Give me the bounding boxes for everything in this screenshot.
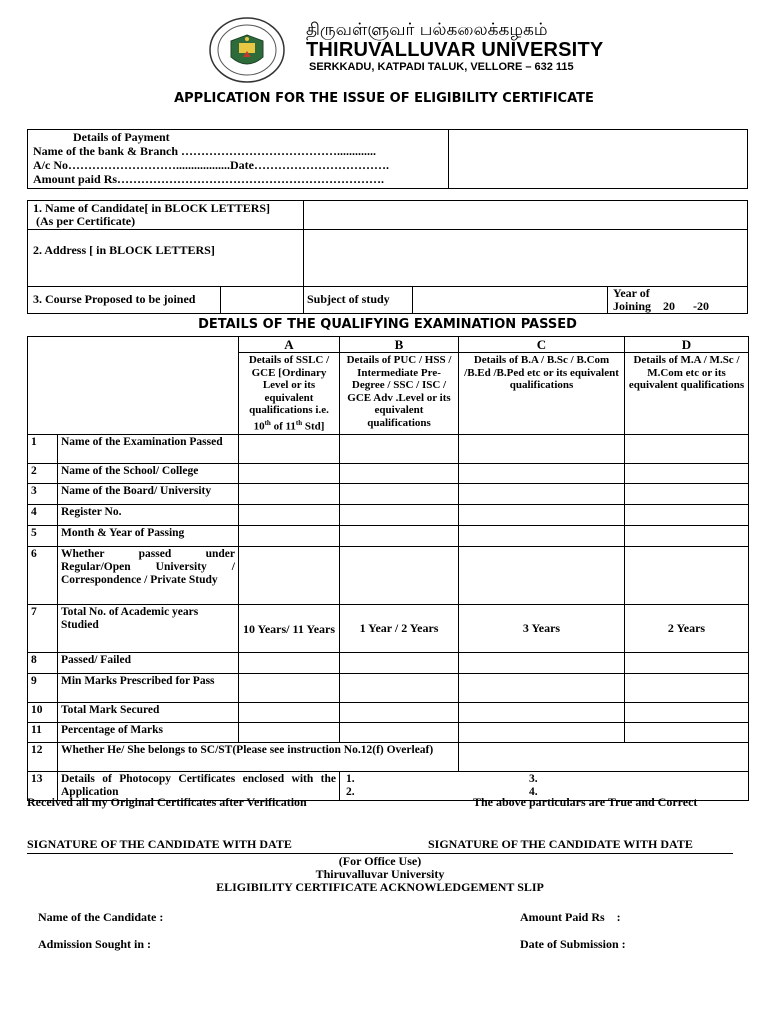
payment-heading: Details of Payment bbox=[73, 130, 170, 144]
row-label: Details of Photocopy Certificates enclosed with the Application bbox=[58, 772, 340, 801]
cell-d[interactable] bbox=[625, 674, 749, 703]
table-row bbox=[28, 526, 749, 547]
row-label: Percentage of Marks bbox=[58, 723, 239, 743]
cell-d-years: 2 Years bbox=[625, 605, 749, 653]
enclosure-3: 3. bbox=[529, 773, 538, 786]
column-a-letter: A bbox=[239, 337, 340, 353]
row-number: 11 bbox=[28, 723, 58, 743]
table-row bbox=[28, 505, 749, 526]
cell-a[interactable] bbox=[239, 435, 340, 464]
subject-label: Subject of study bbox=[307, 292, 390, 306]
cell-b-years: 1 Year / 2 Years bbox=[340, 605, 459, 653]
cell-d[interactable] bbox=[625, 484, 749, 505]
cell-b[interactable] bbox=[340, 547, 459, 605]
received-certificates-text: Received all my Original Certificates after Verification bbox=[27, 795, 307, 809]
row-label: Whether He/ She belongs to SC/ST(Please see instruction No.12(f) Overleaf) bbox=[58, 743, 459, 772]
cell-a[interactable] bbox=[239, 653, 340, 674]
year-of-joining-label: Year of bbox=[613, 286, 650, 300]
row-number: 3 bbox=[28, 484, 58, 505]
candidate-name-label: 1. Name of Candidate[ in BLOCK LETTERS] bbox=[33, 201, 271, 215]
column-a-description: Details of SSLC / GCE [Ordinary Level or its equivalent qualifications i.e. 10th of 11th Std] bbox=[239, 353, 340, 435]
course-label: 3. Course Proposed to be joined bbox=[33, 292, 196, 306]
row-label: Name of the Examination Passed bbox=[58, 435, 239, 464]
row-label: Passed/ Failed bbox=[58, 653, 239, 674]
row-number: 12 bbox=[28, 743, 58, 772]
cell-a[interactable] bbox=[239, 547, 340, 605]
table-row bbox=[28, 484, 749, 505]
cell-b[interactable] bbox=[340, 674, 459, 703]
enclosure-2: 2. bbox=[346, 786, 355, 799]
form-title: APPLICATION FOR THE ISSUE OF ELIGIBILITY CERTIFICATE bbox=[174, 91, 594, 106]
cell-c[interactable] bbox=[459, 464, 625, 484]
cell-c[interactable] bbox=[459, 435, 625, 464]
row-number: 10 bbox=[28, 703, 58, 723]
table-row bbox=[28, 605, 749, 653]
candidate-name-field[interactable] bbox=[304, 201, 747, 229]
column-c-description: Details of B.A / B.Sc / B.Com /B.Ed /B.Ped etc or its equivalent qualifications bbox=[459, 353, 625, 435]
address-field[interactable] bbox=[304, 230, 747, 286]
row-label: Month & Year of Passing bbox=[58, 526, 239, 547]
bank-branch-field[interactable]: Name of the bank & Branch …………………………………............. bbox=[33, 144, 377, 158]
cell-d[interactable] bbox=[625, 526, 749, 547]
cell-b[interactable] bbox=[340, 505, 459, 526]
university-logo bbox=[209, 17, 285, 83]
row-number: 4 bbox=[28, 505, 58, 526]
row-label: Whether passed under Regular/Open University / Correspondence / Private Study bbox=[58, 547, 239, 605]
cell-c[interactable] bbox=[459, 723, 625, 743]
slip-amount-label: Amount Paid Rs : bbox=[520, 910, 621, 924]
cell-d[interactable] bbox=[625, 547, 749, 605]
subject-field[interactable] bbox=[413, 287, 607, 313]
row-number: 5 bbox=[28, 526, 58, 547]
slip-university: Thiruvalluvar University bbox=[315, 867, 445, 881]
qualifying-table bbox=[27, 336, 749, 801]
cell-c[interactable] bbox=[459, 674, 625, 703]
row-label: Total No. of Academic years Studied bbox=[58, 605, 239, 653]
slip-admission-label: Admission Sought in : bbox=[38, 937, 152, 951]
table-row bbox=[28, 743, 749, 772]
year-of-joining-field[interactable]: Joining 20 -20 bbox=[613, 299, 710, 313]
row-number: 13 bbox=[28, 772, 58, 801]
row-number: 2 bbox=[28, 464, 58, 484]
university-name-tamil: திருவள்ளுவர் பல்கலைக்கழகம் bbox=[306, 20, 548, 40]
cell-c[interactable] bbox=[459, 653, 625, 674]
enclosure-4: 4. bbox=[529, 786, 538, 799]
cell-a[interactable] bbox=[239, 484, 340, 505]
table-row bbox=[28, 464, 749, 484]
cell-a[interactable] bbox=[239, 703, 340, 723]
cell-d[interactable] bbox=[625, 723, 749, 743]
account-date-field[interactable]: A/c No………………………..................Date……………………………. bbox=[33, 158, 389, 172]
table-row bbox=[28, 547, 749, 605]
column-d-letter: D bbox=[625, 337, 749, 353]
cell-b[interactable] bbox=[340, 653, 459, 674]
table-row bbox=[28, 653, 749, 674]
row-number: 6 bbox=[28, 547, 58, 605]
cell-a[interactable] bbox=[239, 674, 340, 703]
signature-right: SIGNATURE OF THE CANDIDATE WITH DATE bbox=[428, 837, 693, 851]
signature-left: SIGNATURE OF THE CANDIDATE WITH DATE bbox=[27, 837, 292, 851]
qualifying-section-title: DETAILS OF THE QUALIFYING EXAMINATION PASSED bbox=[198, 317, 577, 332]
cell-c-years: 3 Years bbox=[459, 605, 625, 653]
row-label: Min Marks Prescribed for Pass bbox=[58, 674, 239, 703]
cell-b[interactable] bbox=[340, 703, 459, 723]
row-number: 1 bbox=[28, 435, 58, 464]
cell-a[interactable] bbox=[239, 526, 340, 547]
true-correct-text: The above particulars are True and Correct bbox=[473, 795, 698, 809]
cell-b[interactable] bbox=[340, 464, 459, 484]
cell-c[interactable] bbox=[459, 547, 625, 605]
column-c-letter: C bbox=[459, 337, 625, 353]
university-name: THIRUVALLUVAR UNIVERSITY bbox=[306, 39, 604, 61]
slip-title: ELIGIBILITY CERTIFICATE ACKNOWLEDGEMENT SLIP bbox=[216, 880, 544, 894]
payment-stamp-area[interactable] bbox=[449, 130, 747, 188]
cell-b[interactable] bbox=[340, 435, 459, 464]
column-d-description: Details of M.A / M.Sc / M.Com etc or its equivalent qualifications bbox=[625, 353, 749, 435]
office-use-label: (For Office Use) bbox=[338, 854, 422, 868]
row-label: Name of the Board/ University bbox=[58, 484, 239, 505]
table-row bbox=[28, 435, 749, 464]
university-address: SERKKADU, KATPADI TALUK, VELLORE – 632 115 bbox=[309, 61, 574, 73]
row-label: Total Mark Secured bbox=[58, 703, 239, 723]
cell-b[interactable] bbox=[340, 484, 459, 505]
slip-candidate-name-label: Name of the Candidate : bbox=[38, 910, 164, 924]
table-row bbox=[28, 723, 749, 743]
column-b-description: Details of PUC / HSS / Intermediate Pre-Degree / SSC / ISC / GCE Adv .Level or its equivalent qualifications bbox=[340, 353, 459, 435]
cell-d[interactable] bbox=[625, 505, 749, 526]
row-number: 7 bbox=[28, 605, 58, 653]
cell-d[interactable] bbox=[625, 653, 749, 674]
cell-d[interactable] bbox=[625, 464, 749, 484]
table-row bbox=[28, 674, 749, 703]
cell-a-years: 10 Years/ 11 Years bbox=[239, 605, 340, 653]
column-b-letter: B bbox=[340, 337, 459, 353]
row-label: Register No. bbox=[58, 505, 239, 526]
cell-d[interactable] bbox=[625, 435, 749, 464]
row-number: 9 bbox=[28, 674, 58, 703]
address-label: 2. Address [ in BLOCK LETTERS] bbox=[33, 243, 215, 257]
sc-st-field[interactable] bbox=[459, 743, 749, 772]
cell-c[interactable] bbox=[459, 484, 625, 505]
cell-c[interactable] bbox=[459, 526, 625, 547]
row-number: 8 bbox=[28, 653, 58, 674]
cell-a[interactable] bbox=[239, 505, 340, 526]
slip-date-label: Date of Submission : bbox=[520, 937, 626, 951]
cell-b[interactable] bbox=[340, 723, 459, 743]
row-label: Name of the School/ College bbox=[58, 464, 239, 484]
table-row bbox=[28, 703, 749, 723]
cell-c[interactable] bbox=[459, 703, 625, 723]
cell-b[interactable] bbox=[340, 526, 459, 547]
candidate-name-note: (As per Certificate) bbox=[36, 214, 136, 228]
cell-c[interactable] bbox=[459, 505, 625, 526]
course-field[interactable] bbox=[221, 287, 303, 313]
cell-a[interactable] bbox=[239, 464, 340, 484]
amount-paid-field[interactable]: Amount paid Rs…………………………………………………………. bbox=[33, 172, 385, 186]
cell-d[interactable] bbox=[625, 703, 749, 723]
enclosure-1: 1. bbox=[346, 773, 355, 786]
cell-a[interactable] bbox=[239, 723, 340, 743]
